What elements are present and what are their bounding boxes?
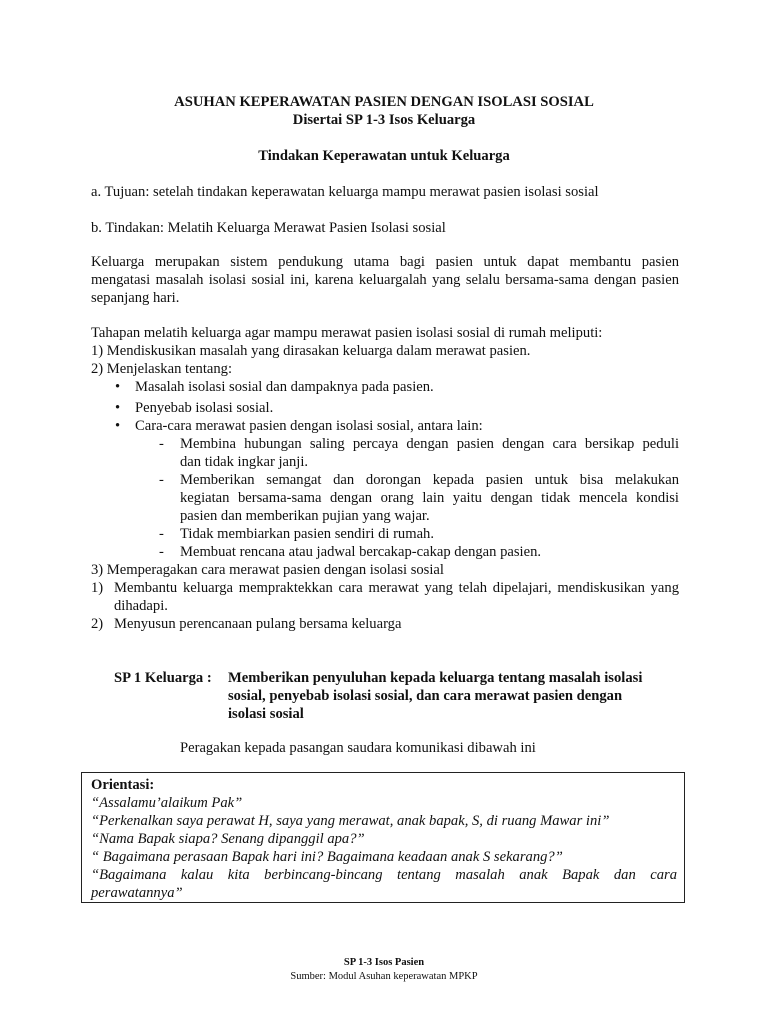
dialogue-line: “Bagaimana kalau kita berbincang-bincang tentang masalah anak Bapak dan cara <box>91 867 677 883</box>
orientasi-title: Orientasi: <box>91 777 155 793</box>
section-heading: Tindakan Keperawatan untuk Keluarga <box>258 148 510 164</box>
step-2: 2) Menjelaskan tentang: <box>91 361 233 377</box>
dash-item-line: Memberikan semangat dan dorongan kepada pasien untuk bisa melakukan <box>180 472 679 488</box>
dash-item-line: dan tidak ingkar janji. <box>180 454 309 470</box>
step-3: 3) Memperagakan cara merawat pasien dengan isolasi sosial <box>91 562 444 578</box>
numbered-item-line: Membantu keluarga mempraktekkan cara merawat yang telah dipelajari, mendiskusikan yang <box>114 580 679 596</box>
numbered-item-line: Menyusun perencanaan pulang bersama keluarga <box>114 616 402 632</box>
footer-source: Sumber: Modul Asuhan keperawatan MPKP <box>290 971 478 982</box>
document-title: ASUHAN KEPERAWATAN PASIEN DENGAN ISOLASI SOSIAL <box>174 94 594 110</box>
dash-item-line: kegiatan bersama-sama dengan orang lain yaitu dengan tidak mencela kondisi <box>180 490 679 506</box>
orientasi-box <box>81 772 685 903</box>
peragakan-instruction: Peragakan kepada pasangan saudara komunikasi dibawah ini <box>180 740 536 756</box>
tindakan-line: b. Tindakan: Melatih Keluarga Merawat Pasien Isolasi sosial <box>91 220 446 236</box>
dash-icon: - <box>159 436 164 452</box>
dialogue-line: “ Bagaimana perasaan Bapak hari ini? Bagaimana keadaan anak S sekarang?” <box>91 849 563 865</box>
tahapan-intro: Tahapan melatih keluarga agar mampu merawat pasien isolasi sosial di rumah meliputi: <box>91 325 603 341</box>
dash-item-line: pasien dan memberikan pujian yang wajar. <box>180 508 430 524</box>
bullet-icon: • <box>115 379 121 395</box>
dash-item-line: Membina hubungan saling percaya dengan pasien dengan cara bersikap peduli <box>180 436 679 452</box>
step-1: 1) Mendiskusikan masalah yang dirasakan keluarga dalam merawat pasien. <box>91 343 531 359</box>
dash-icon: - <box>159 526 164 542</box>
tujuan-line: a. Tujuan: setelah tindakan keperawatan keluarga mampu merawat pasien isolasi sosial <box>91 184 599 200</box>
dash-icon: - <box>159 472 164 488</box>
numbered-item-line: dihadapi. <box>114 598 168 614</box>
dialogue-line: “Assalamu’alaikum Pak” <box>91 795 243 811</box>
dash-item-line: Membuat rencana atau jadwal bercakap-cakap dengan pasien. <box>180 544 542 560</box>
sp1-description-line: isolasi sosial <box>228 706 304 722</box>
numbered-label: 2) <box>91 616 104 632</box>
bullet-icon: • <box>115 418 121 434</box>
numbered-label: 1) <box>91 580 104 596</box>
paragraph-line: sepanjang hari. <box>91 290 180 306</box>
dialogue-line: perawatannya” <box>91 885 183 901</box>
sp1-description-line: Memberikan penyuluhan kepada keluarga tentang masalah isolasi <box>228 670 643 686</box>
bullet-item: Masalah isolasi sosial dan dampaknya pada pasien. <box>135 379 434 395</box>
sp1-label: SP 1 Keluarga : <box>114 670 212 686</box>
sp1-description-line: sosial, penyebab isolasi sosial, dan cara merawat pasien dengan <box>228 688 623 704</box>
bullet-item: Cara-cara merawat pasien dengan isolasi sosial, antara lain: <box>135 418 483 434</box>
dialogue-line: “Nama Bapak siapa? Senang dipanggil apa?” <box>91 831 365 847</box>
footer-title: SP 1-3 Isos Pasien <box>343 957 425 968</box>
bullet-icon: • <box>115 400 121 416</box>
dash-item-line: Tidak membiarkan pasien sendiri di rumah. <box>180 526 434 542</box>
paragraph-line: Keluarga merupakan sistem pendukung utama bagi pasien untuk dapat membantu pasien <box>91 254 679 270</box>
bullet-item: Penyebab isolasi sosial. <box>135 400 274 416</box>
paragraph-line: mengatasi masalah isolasi sosial ini, karena keluargalah yang selalu bersama-sama dengan pasien <box>91 272 679 288</box>
document-subtitle: Disertai SP 1-3 Isos Keluarga <box>292 112 476 128</box>
dash-icon: - <box>159 544 164 560</box>
dialogue-line: “Perkenalkan saya perawat H, saya yang merawat, anak bapak, S, di ruang Mawar ini” <box>91 813 610 829</box>
